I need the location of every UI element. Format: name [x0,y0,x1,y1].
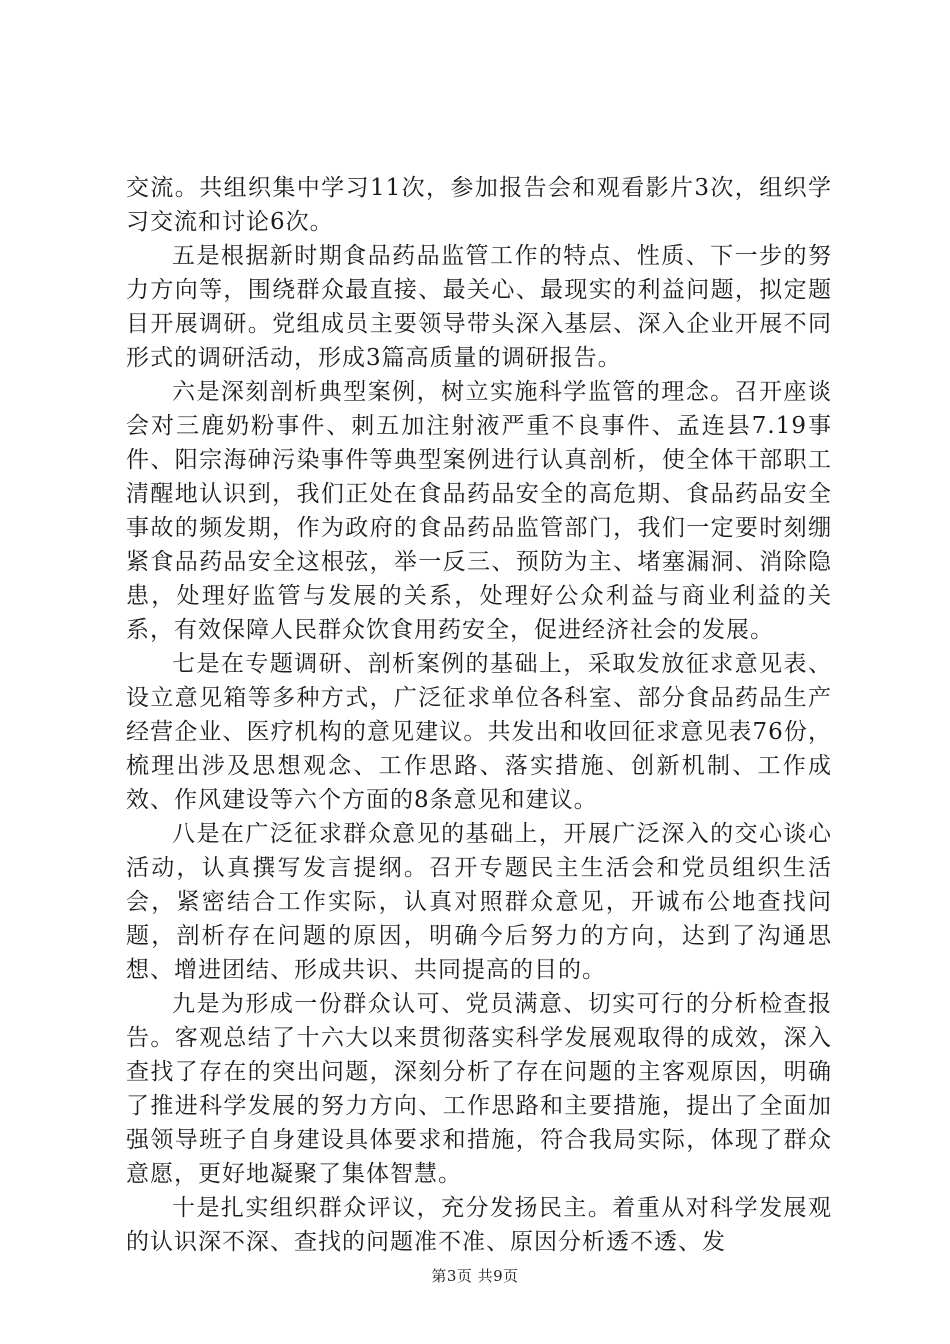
paragraph-item-7: 七是在专题调研、剖析案例的基础上，采取发放征求意见表、设立意见箱等多种方式，广泛征求单位各科室、部分食品药品生产经营企业、医疗机构的意见建议。共发出和收回征求意见表76份，梳理出涉及思想观念、工作思路、落实措施、创新机制、工作成效、作风建设等六个方面的8条意见和建议。 [126,651,832,813]
paragraph-item-5: 五是根据新时期食品药品监管工作的特点、性质、下一步的努力方向等，围绕群众最直接、最关心、最现实的利益问题，拟定题目开展调研。党组成员主要领导带头深入基层、深入企业开展不同形式的调研活动，形成3篇高质量的调研报告。 [126,243,832,371]
page-number-footer: 第3页 共9页 [431,1267,519,1285]
document-body [126,171,832,1259]
paragraph-item-10: 十是扎实组织群众评议，充分发扬民主。着重从对科学发展观的认识深不深、查找的问题准不准、原因分析透不透、发 [126,1195,832,1255]
paragraph-continuation: 交流。共组织集中学习11次，参加报告会和观看影片3次，组织学习交流和讨论6次。 [126,175,832,235]
paragraph-item-6: 六是深刻剖析典型案例，树立实施科学监管的理念。召开座谈会对三鹿奶粉事件、刺五加注射液严重不良事件、孟连县7.19事件、阳宗海砷污染事件等典型案例进行认真剖析，使全体干部职工清醒地认识到，我们正处在食品药品安全的高危期、食品药品安全事故的频发期，作为政府的食品药品监管部门，我们一定要时刻绷紧食品药品安全这根弦，举一反三、预防为主、堵塞漏洞、消除隐患，处理好监管与发展的关系，处理好公众利益与商业利益的关系，有效保障人民群众饮食用药安全，促进经济社会的发展。 [126,379,832,643]
paragraph-item-9: 九是为形成一份群众认可、党员满意、切实可行的分析检查报告。客观总结了十六大以来贯彻落实科学发展观取得的成效，深入查找了存在的突出问题，深刻分析了存在问题的主客观原因，明确了推进科学发展的努力方向、工作思路和主要措施，提出了全面加强领导班子自身建设具体要求和措施，符合我局实际，体现了群众意愿，更好地凝聚了集体智慧。 [126,991,832,1187]
paragraph-item-8: 八是在广泛征求群众意见的基础上，开展广泛深入的交心谈心活动，认真撰写发言提纲。召开专题民主生活会和党员组织生活会，紧密结合工作实际，认真对照群众意见，开诚布公地查找问题，剖析存在问题的原因，明确今后努力的方向，达到了沟通思想、增进团结、形成共识、共同提高的目的。 [126,821,832,983]
